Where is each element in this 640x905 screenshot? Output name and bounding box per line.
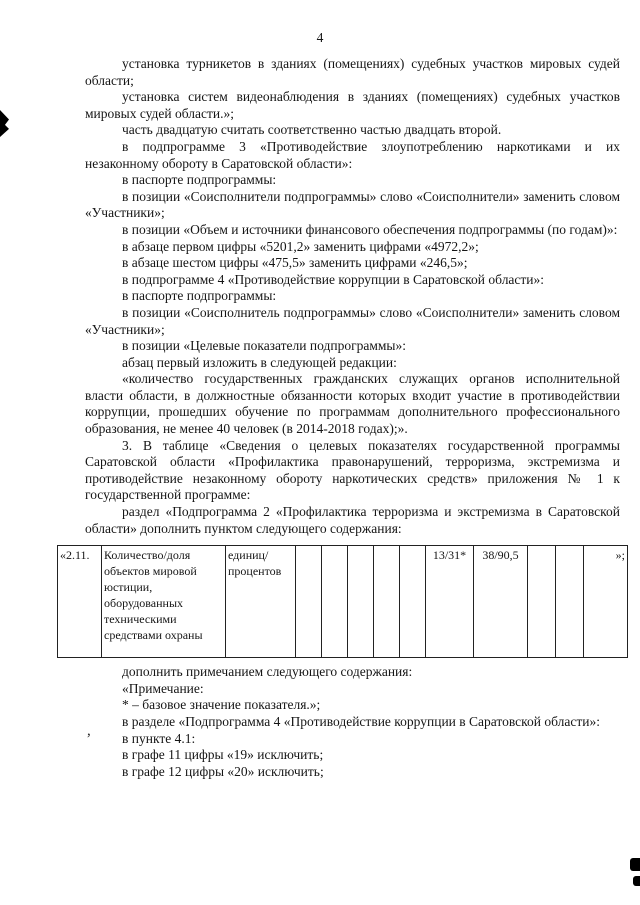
scan-artifact-right-edge <box>630 858 640 871</box>
table-cell <box>296 546 322 658</box>
paragraph: «Примечание: <box>122 680 204 696</box>
page-number: 4 <box>316 30 324 45</box>
paragraph: * – базовое значение показателя.»; <box>122 697 321 713</box>
paragraph: в позиции «Соисполнители подпрограммы» слово «Соисполнители» заменить словом «Участники»; <box>85 188 620 221</box>
paragraphs-after-table <box>85 664 620 780</box>
indicator-table <box>57 545 628 658</box>
table-cell: »; <box>584 546 628 658</box>
paragraphs-before-table <box>85 56 620 537</box>
paragraph: установка турникетов в зданиях (помещениях) судебных участков мировых судей области; <box>85 56 620 88</box>
table-cell <box>322 546 348 658</box>
table-cell: «2.11. <box>58 546 102 658</box>
paragraph: в паспорте подпрограммы: <box>122 172 277 188</box>
paragraph: в абзаце первом цифры «5201,2» заменить цифрами «4972,2»; <box>122 238 479 254</box>
table-cell: 13/31* <box>426 546 474 658</box>
paragraph: в позиции «Целевые показатели подпрограммы»: <box>122 338 407 354</box>
paragraph: в графе 12 цифры «20» исключить; <box>122 763 324 779</box>
paragraph: часть двадцатую считать соответственно частью двадцать второй. <box>122 122 502 138</box>
table-cell: 38/90,5 <box>474 546 528 658</box>
table-cell: единиц/процентов <box>226 546 296 658</box>
table-cell <box>528 546 556 658</box>
paragraph: в пункте 4.1: <box>122 730 196 746</box>
paragraph: в разделе «Подпрограмма 4 «Противодействие коррупции в Саратовской области»: <box>122 714 601 729</box>
paragraph: 3. В таблице «Сведения о целевых показателях государственной программы Саратовской области «Профилактика правонарушений, терроризма, экстремизма и противодействие незаконному обороту наркотических средств» приложения № 1 к государственной программе: <box>85 437 620 503</box>
paragraph: в графе 11 цифры «19» исключить; <box>122 747 324 763</box>
paragraph: установка систем видеонаблюдения в зданиях (помещениях) судебных участков мировых судей области.»; <box>85 89 620 121</box>
table-cell <box>374 546 400 658</box>
table-cell <box>400 546 426 658</box>
paragraph: в подпрограмме 3 «Противодействие злоупотреблению наркотиками и их незаконному обороту в Саратовской области»: <box>85 138 620 171</box>
paragraph: в абзаце шестом цифры «475,5» заменить цифрами «246,5»; <box>122 255 468 271</box>
stray-ink-mark: , <box>87 723 91 739</box>
scan-artifact-right-edge <box>633 876 640 886</box>
document-body <box>60 56 625 780</box>
paragraph: «количество государственных гражданских служащих органов исполнительной власти области, в должностные обязанности которых входит участие в противодействии коррупции, прошедших обучение по программам дополнительного профессионального образования, не менее 40 человек (в 2014-2018 годах);». <box>85 371 620 437</box>
paragraph: абзац первый изложить в следующей редакции: <box>122 354 397 370</box>
paragraph: в позиции «Соисполнитель подпрограммы» слово «Соисполнители» заменить словом «Участники»; <box>85 304 620 337</box>
paragraph: дополнить примечанием следующего содержания: <box>122 664 413 680</box>
scan-artifact-left-edge <box>0 110 9 137</box>
table-cell <box>348 546 374 658</box>
paragraph: в паспорте подпрограммы: <box>122 288 277 304</box>
paragraph: раздел «Подпрограмма 2 «Профилактика терроризма и экстремизма в Саратовской области» дополнить пунктом следующего содержания: <box>85 504 620 536</box>
table-cell: Количество/доля объектов мировой юстиции, оборудованных техническими средствами охраны <box>102 546 226 658</box>
table-row <box>58 546 628 658</box>
table-cell <box>556 546 584 658</box>
paragraph: в подпрограмме 4 «Противодействие коррупции в Саратовской области»: <box>122 271 545 287</box>
paragraph: в позиции «Объем и источники финансового обеспечения подпрограммы (по годам)»: <box>122 221 618 237</box>
